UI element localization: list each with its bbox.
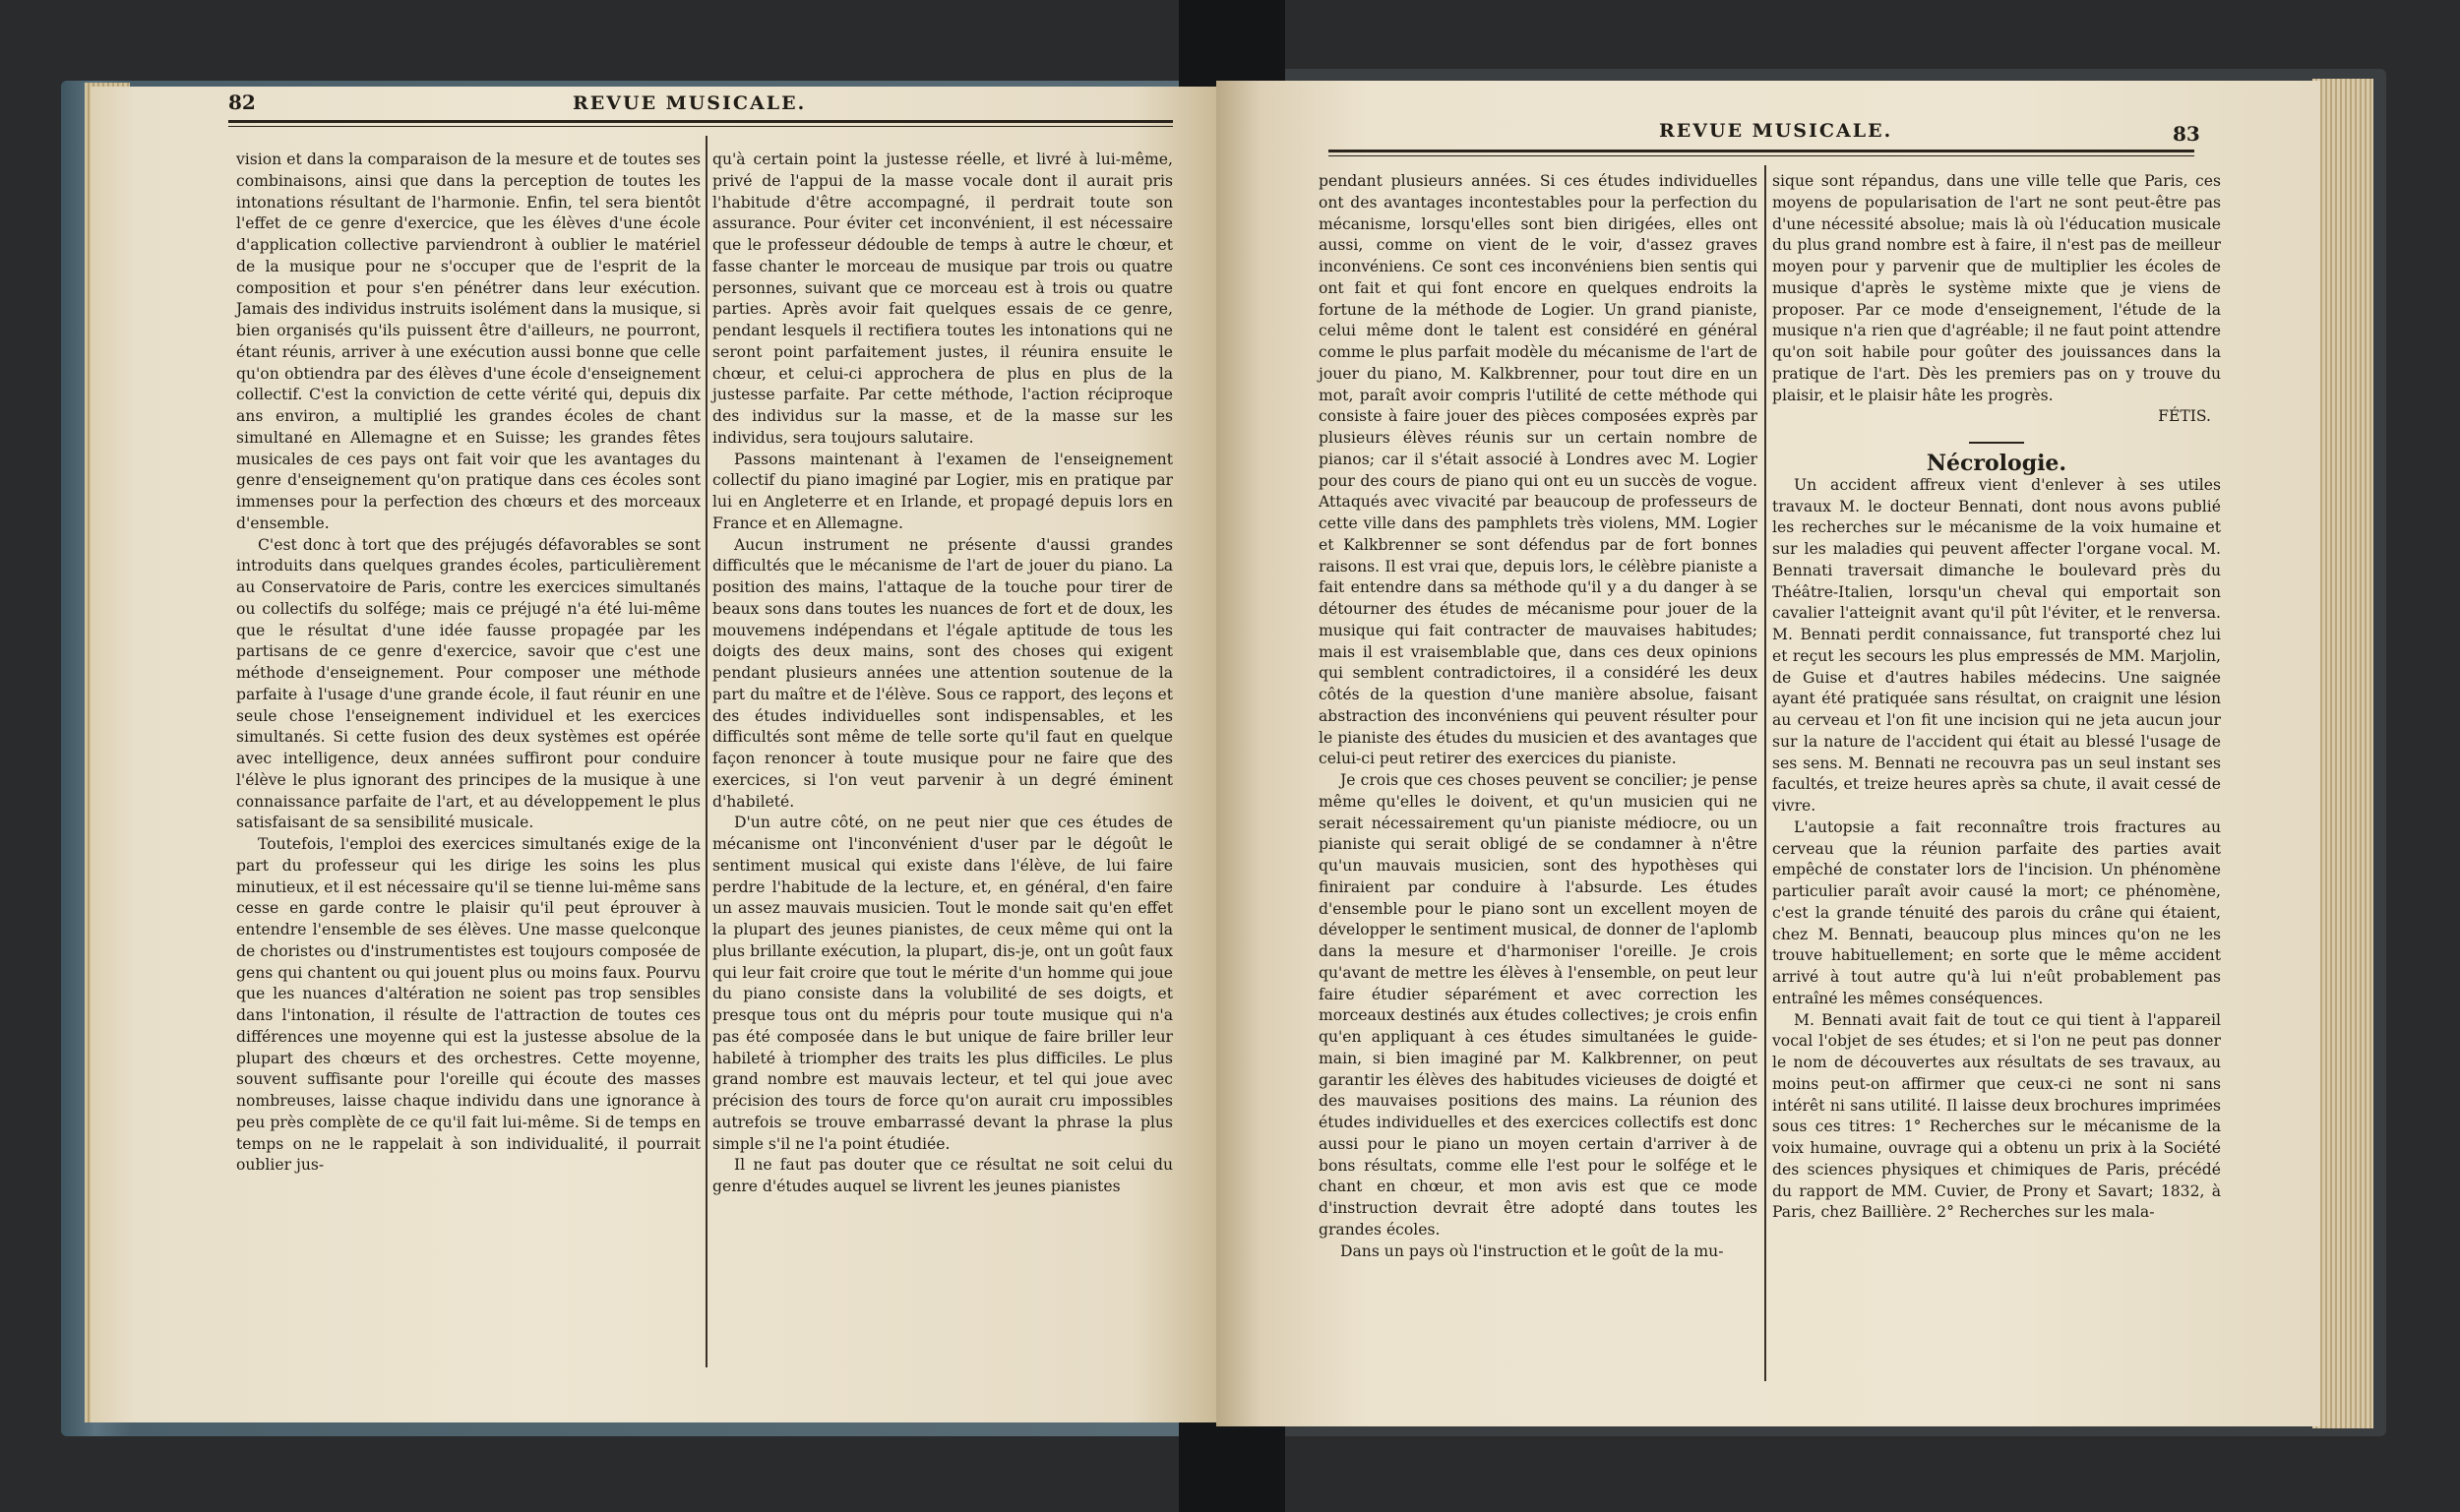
column-divider [1764, 165, 1766, 1381]
column-divider [706, 136, 707, 1367]
paragraph: C'est donc à tort que des préjugés défavorables se sont introduits dans quelques grandes écoles, particulièrement au Conservatoire de Paris, contre les exercices simultanés ou collectifs du solfége; mais ce préjugé n'a été lui-même que le résultat d'une idée fausse propagée par les partisans de ce genre d'exercice, savoir que c'est une méthode d'enseignement. Pour composer une méthode parfaite à l'usage d'une grande école, il faut réunir en une seule chose l'enseignement individuel et les exercices simultanés. Si cette fusion des deux systèmes est opérée avec intelligence, deux années suffiront pour conduire l'élève le plus ignorant des principes de la musique à une connaissance parfaite de l'art, et au développement le plus satisfaisant de sa sensibilité musicale. [236, 535, 701, 832]
right-column-1 [1319, 171, 1757, 1262]
section-rule [1969, 442, 2024, 444]
paragraph: D'un autre côté, on ne peut nier que ces études de mécanisme ont l'inconvénient d'user par le dégoût le sentiment musical qui existe dans l'élève, de lui faire perdre l'habitude de la lecture, et, en général, d'en faire un assez mauvais musicien. Tout le monde sait qu'en effet la plupart des jeunes pianistes, de ceux même qui ont la plus brillante exécution, la plupart, dis-je, ont un goût faux qui leur fait croire que tout le mérite d'un homme qui joue du piano consiste dans la volubilité de ses doigts, et presque tous ont du mépris pour toute musique qui n'a pas été composée dans le but unique de faire briller leur habileté à triompher des traits les plus difficiles. Le plus grand nombre est mauvais lecteur, et tel qui joue avec précision des tours de force qu'on aurait cru impossibles autrefois se trouve embarrassé devant la phrase la plus simple s'il ne l'a point étudiée. [712, 814, 1173, 1153]
left-column-2 [712, 150, 1173, 1198]
right-page-edges [2312, 79, 2373, 1428]
left-page [91, 87, 1220, 1422]
right-column-2 [1772, 171, 2221, 1224]
author-signature: FÉTIS. [2158, 407, 2211, 426]
running-head: REVUE MUSICALE. [1659, 120, 1893, 142]
page-number: 83 [2173, 122, 2200, 146]
left-column-1 [236, 150, 701, 1177]
paragraph: Toutefois, l'emploi des exercices simultanés exige de la part du professeur qui les dirige les soins les plus minutieux, et il est nécessaire qu'il se tienne lui-même sans cesse en garde contre le plaisir qu'il peut éprouver à entendre l'ensemble de ses élèves. Une masse quelconque de choristes ou d'instrumentistes est toujours composée de gens qui chantent ou qui jouent plus ou moins faux. Pourvu que les nuances d'altération ne soient pas trop sensibles dans l'intonation, il résulte de l'attraction de toutes ces différences une moyenne qui est la justesse absolue de la plupart des chœurs et des orchestres. Cette moyenne, souvent suffisante pour l'oreille qui écoute des masses nombreuses, laisse chaque individu dans une ignorance à peu près complète de ce qu'il fait lui-même. Si de temps en temps on ne le rappelait à son individualité, il pourrait oublier jus- [236, 835, 701, 1175]
header-rule-thin [228, 126, 1173, 127]
paragraph: Un accident affreux vient d'enlever à ses utiles travaux M. le docteur Bennati, dont nous avons publié les recherches sur le mécanisme de la voix humaine et sur les maladies qui peuvent affecter l'organe vocal. M. Bennati traversait dimanche le boulevard près du Théâtre-Italien, lorsqu'un cheval qui emportait son cavalier l'atteignit avant qu'il pût l'éviter, et le renversa. M. Bennati perdit connaissance, fut transporté chez lui et reçut les secours les plus empressés de MM. Marjolin, de Guise et d'autres habiles médecins. Une saignée ayant été pratiquée sans résultat, on craignit une lésion au cerveau et l'on fit une incision qui ne jeta aucun jour sur la nature de l'accident qui était au blessé l'usage de ses sens. M. Bennati ne recouvra pas un seul instant ses facultés, et treize heures après sa chute, il avait cessé de vivre. [1772, 475, 2221, 815]
section-title: Nécrologie. [1926, 451, 2067, 476]
right-page [1216, 81, 2320, 1426]
paragraph: vision et dans la comparaison de la mesure et de toutes ses combinaisons, ainsi que dans la perception de toutes les intonations résultant de l'harmonie. Enfin, tel sera bientôt l'effet de ce genre d'exercice, que les élèves d'une école d'application collective parviendront à oublier le matériel de la musique pour ne s'occuper que de l'esprit de la composition et pour s'en pénétrer dans leur exécution. Jamais des individus instruits isolément dans la musique, si bien organisés qu'ils puissent être d'ailleurs, ne pourront, étant réunis, arriver à une exécution aussi bonne que celle qu'on obtiendra par des élèves d'une école d'enseignement collectif. C'est la conviction de cette vérité qui, depuis dix ans environ, a multiplié les grandes écoles de chant simultané en Allemagne et en Suisse; les grandes fêtes musicales de ces pays ont fait voir que les avantages du genre d'enseignement qu'on pratique dans ces écoles sont immenses pour la perfection des chœurs et des morceaux d'ensemble. [236, 151, 701, 532]
paragraph: pendant plusieurs années. Si ces études individuelles ont des avantages incontestables pour la perfection du mécanisme, lorsqu'elles sont bien dirigées, elles ont aussi, comme on vient de le voir, d'assez graves inconvéniens. Ce sont ces inconvéniens bien sentis qui ont fait et qui font encore en quelques endroits la fortune de la méthode de Logier. Un grand pianiste, celui même dont le talent est considéré en général comme le plus parfait modèle du mécanisme de l'art de jouer du piano, M. Kalkbrenner, pour tout dire en un mot, paraît avoir compris l'utilité de cette méthode qui consiste à faire jouer des pièces composées exprès par plusieurs élèves réunis sur un certain nombre de pianos; car il s'était associé à Londres avec M. Logier pour des cours de piano qui ont eu un succès de vogue. Attaqués avec vivacité par beaucoup de professeurs de cette ville dans des pamphlets très violens, MM. Logier et Kalkbrenner se sont défendus par de fort bonnes raisons. Il est vrai que, depuis lors, le célèbre pianiste a fait entendre dans sa méthode qu'il y a du danger à se détourner des études de mécanisme pour jouer de la musique qui fait contracter de mauvaises habitudes; mais il est vraisemblable que, dans ces deux opinions qui semblent contradictoires, il a considéré les deux côtés de la question d'une manière absolue, faisant abstraction des inconvéniens qui peuvent résulter pour le pianiste des études du musicien et des avantages que celui-ci peut retirer des exercices du pianiste. [1319, 172, 1757, 768]
running-head: REVUE MUSICALE. [573, 92, 807, 114]
paragraph: L'autopsie a fait reconnaître trois fractures au cerveau que la réunion parfaite des parties avait empêché de constater lors de l'incision. Un phénomène particulier paraît avoir causé la mort; ce phénomène, c'est la grande ténuité des parois du crâne qui étaient, chez M. Bennati, beaucoup plus minces qu'on ne les trouve habituellement; en sorte que le même accident arrivé à tout autre qu'à lui n'eût probablement pas entraîné les mêmes conséquences. [1772, 817, 2221, 1007]
page-number: 82 [228, 91, 256, 114]
paragraph: sique sont répandus, dans une ville telle que Paris, ces moyens de popularisation de l'art ne sont peut-être pas d'une nécessité absolue; mais là où l'éducation musicale du plus grand nombre est à faire, il n'est pas de meilleur moyen pour y parvenir que de multiplier les écoles de musique d'après le système mixte que je viens de proposer. Par ce mode d'enseignement, l'étude de la musique n'a rien que d'agréable; il ne faut point attendre qu'on soit habile pour goûter des jouissances dans la pratique de l'art. Dès les premiers pas on y trouve du plaisir, et le plaisir hâte les progrès. [1772, 172, 2221, 404]
paragraph: Je crois que ces choses peuvent se concilier; je pense même qu'elles le doivent, et qu'un musicien qui ne serait nécessairement qu'un pianiste médiocre, ou un pianiste qui serait obligé de se condamner à n'être qu'un mauvais musicien, sont des hypothèses qui finiraient par conduire à l'absurde. Les études d'ensemble pour le piano sont un excellent moyen de développer le sentiment musical, de donner de l'aplomb dans la mesure et d'harmoniser l'oreille. Je crois qu'avant de mettre les élèves à l'ensemble, on peut leur faire étudier séparément et avec correction les morceaux destinés aux études collectives; je crois enfin qu'en appliquant à ces études simultanées le guide-main, si bien imaginé par M. Kalkbrenner, on peut garantir les élèves des habitudes vicieuses de doigté et des mauvaises positions des mains. La réunion des études individuelles et des exercices collectifs est donc aussi pour le piano un moyen certain d'arriver à de bons résultats, comme elle l'est pour le solfége et le chant en chœur, et mon avis est que ce mode d'instruction devrait être adopté dans toutes les grandes écoles. [1319, 771, 1757, 1239]
header-rule [1328, 150, 2194, 152]
paragraph: Aucun instrument ne présente d'aussi grandes difficultés que le mécanisme de l'art de jouer du piano. La position des mains, l'attaque de la touche pour tirer de beaux sons dans toutes les nuances de fort et de doux, les mouvemens indépendans et l'égale aptitude de tous les doigts des deux mains, sont des choses qui exigent pendant plusieurs années une attention soutenue de la part du maître et de l'élève. Sous ce rapport, des leçons et des études individuelles sont indispensables, et les difficultés sont même de telle sorte qu'il faut en quelque façon renoncer à toute musique pour ne faire que des exercices, si l'on veut parvenir à un degré éminent d'habileté. [712, 535, 1173, 811]
header-rule [228, 120, 1173, 123]
paragraph: qu'à certain point la justesse réelle, et livré à lui-même, privé de l'appui de la masse vocale dont il aurait pris l'habitude d'être accompagné, il perdrait toute son assurance. Pour éviter cet inconvénient, il est nécessaire que le professeur dédouble de temps à autre le chœur, et fasse chanter le morceau de musique par trois ou quatre personnes, suivant que ce morceau est à trois ou quatre parties. Après avoir fait quelques essais de ce genre, pendant lesquels il rectifiera toutes les intonations qui ne seront point parfaitement justes, il réunira ensuite le chœur, et celui-ci approchera de plus en plus de la justesse parfaite. Par cette méthode, l'action réciproque des individus sur la masse, et de la masse sur les individus, sera toujours salutaire. [712, 151, 1173, 447]
header-rule-thin [1328, 155, 2194, 156]
paragraph: Passons maintenant à l'examen de l'enseignement collectif du piano imaginé par Logier, mis en pratique par lui en Angleterre et en Irlande, et propagé depuis lors en France et en Allemagne. [712, 450, 1173, 532]
paragraph: Il ne faut pas douter que ce résultat ne soit celui du genre d'études auquel se livrent les jeunes pianistes [712, 1156, 1173, 1195]
paragraph: M. Bennati avait fait de tout ce qui tient à l'appareil vocal l'objet de ses études; et si l'on ne peut pas donner le nom de découvertes aux résultats de ses travaux, au moins peut-on affirmer que ceux-ci ne sont ni sans intérêt ni sans utilité. Il laisse deux brochures imprimées sous ces titres: 1° Recherches sur le mécanisme de la voix humaine, ouvrage qui a obtenu un prix à la Société des sciences physiques et chimiques de Paris, précédé du rapport de MM. Cuvier, de Prony et Savart; 1832, à Paris, chez Baillière. 2° Recherches sur les mala- [1772, 1010, 2221, 1222]
paragraph: Dans un pays où l'instruction et le goût de la mu- [1340, 1241, 1724, 1260]
